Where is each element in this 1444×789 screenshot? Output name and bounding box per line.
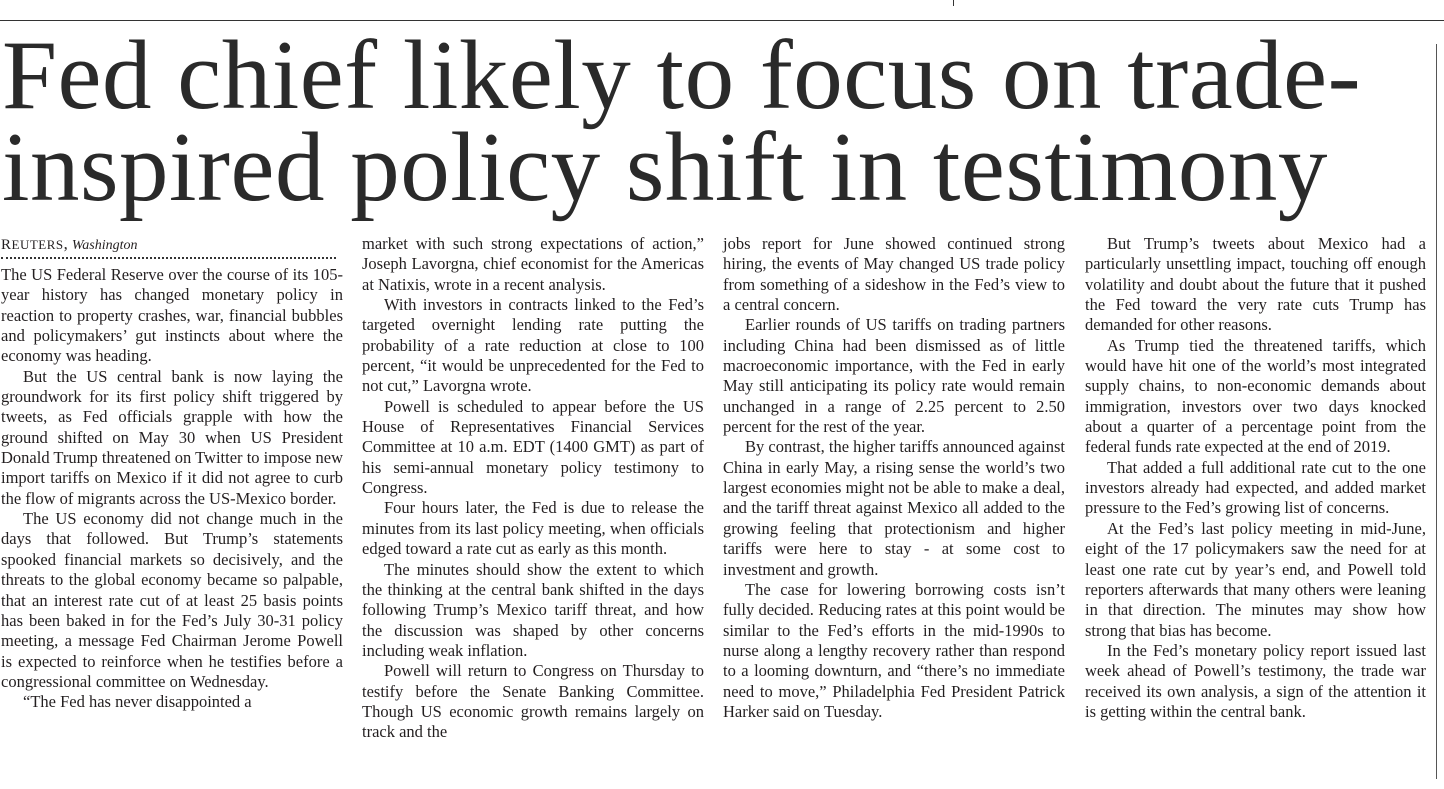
article-column-3 [723,234,1065,722]
paragraph: Earlier rounds of US tariffs on trading partners including China had been dismissed as of little macroeconomic importance, with the Fed in early May still anticipating its policy rate would remain unchanged in a range of 2.25 percent to 2.50 percent for the rest of the year. [723,315,1065,437]
byline: REUTERS, Washington [1,234,138,253]
article-column-4 [1085,234,1426,722]
top-divider-tick [953,0,954,6]
paragraph: With investors in contracts linked to the Fed’s targeted overnight lending rate putting the probability of a rate reduction at close to 100 percent, “it would be unprecedented for the Fed to not cut,” Lavorgna wrote. [362,295,704,396]
headline: Fed chief likely to focus on trade-inspired policy shift in testimony [2,21,1362,222]
paragraph: The US economy did not change much in the days that followed. But Trump’s statements spooked financial markets so decisively, and the threats to the global economy became so palpable, that an interest rate cut of at least 25 basis points has been baked in for the Fed’s July 30-31 policy meeting, a message Fed Chairman Jerome Powell is expected to reinforce when he testifies before a congressional committee on Wednesday. [1,509,343,691]
paragraph: Four hours later, the Fed is due to release the minutes from its last policy meeting, when officials edged toward a rate cut as early as this month. [362,498,704,559]
paragraph: The case for lowering borrowing costs isn’t fully decided. Reducing rates at this point would be similar to the Fed’s efforts in the mid-1990s to nurse along a lengthy recovery rather than respond to a looming downturn, and “there’s no immediate need to move,” Philadelphia Fed President Patrick Harker said on Tuesday. [723,579,1065,721]
article-column-2 [362,234,704,743]
paragraph: The minutes should show the extent to which the thinking at the central bank shifted in the days following Trump’s Mexico tariff threat, and how the discussion was shaped by other concerns including weak inflation. [362,559,704,660]
byline-place: Washington [71,238,138,253]
paragraph: jobs report for June showed continued strong hiring, the events of May changed US trade policy from something of a sideshow in the Fed’s view to a central concern. [723,234,1065,315]
paragraph: By contrast, the higher tariffs announced against China in early May, a rising sense the world’s two largest economies might not be able to make a deal, and the tariff threat against Mexico all added to the growing feeling that protectionism and higher tariffs were here to stay - at some cost to investment and growth. [723,437,1065,579]
paragraph: market with such strong expectations of action,” Joseph Lavorgna, chief economist for the Americas at Natixis, wrote in a recent analysis. [362,234,704,294]
byline-dotted-divider [1,257,336,259]
paragraph: At the Fed’s last policy meeting in mid-June, eight of the 17 policymakers saw the need for at least one rate cut by year’s end, and Powell told reporters afterwards that many others were leaning in that direction. The minutes may show how strong that bias has become. [1085,518,1426,640]
paragraph: In the Fed’s monetary policy report issued last week ahead of Powell’s testimony, the trade war received its own analysis, a sign of the attention it is getting within the central bank. [1085,640,1426,721]
paragraph: That added a full additional rate cut to the one investors already had expected, and added market pressure to the Fed’s growing list of concerns. [1085,457,1426,518]
paragraph: Powell will return to Congress on Thursday to testify before the Senate Banking Committee. Though US economic growth remains largely on track and the [362,661,704,742]
paragraph: But the US central bank is now laying the groundwork for its first policy shift triggered by tweets, as Fed officials grapple with how the ground shifted on May 30 when US President Donald Trump threatened on Twitter to impose new import tariffs on Mexico if it did not agree to curb the flow of migrants across the US-Mexico border. [1,366,343,508]
paragraph: “The Fed has never disappointed a [23,692,252,712]
paragraph: The US Federal Reserve over the course of its 105-year history has changed monetary policy in reaction to property crashes, war, financial bubbles and policymakers’ gut instincts about where the economy was heading. [1,265,343,366]
paragraph: Powell is scheduled to appear before the US House of Representatives Financial Services Committee at 10 a.m. EDT (1400 GMT) as part of his semi-annual monetary policy testimony to Congress. [362,396,704,498]
byline-agency: REUTERS [1,237,64,253]
paragraph: As Trump tied the threatened tariffs, which would have hit one of the world’s most integrated supply chains, to non-economic demands about immigration, investors over two days knocked about a quarter of a percentage point from the federal funds rate expected at the end of 2019. [1085,335,1426,457]
column-rule-right [1436,44,1437,779]
article-column-1 [1,234,343,713]
paragraph: But Trump’s tweets about Mexico had a particularly unsettling impact, touching off enough volatility and doubt about the future that it pushed the Fed toward the very rate cuts Trump has demanded for other reasons. [1085,234,1426,335]
